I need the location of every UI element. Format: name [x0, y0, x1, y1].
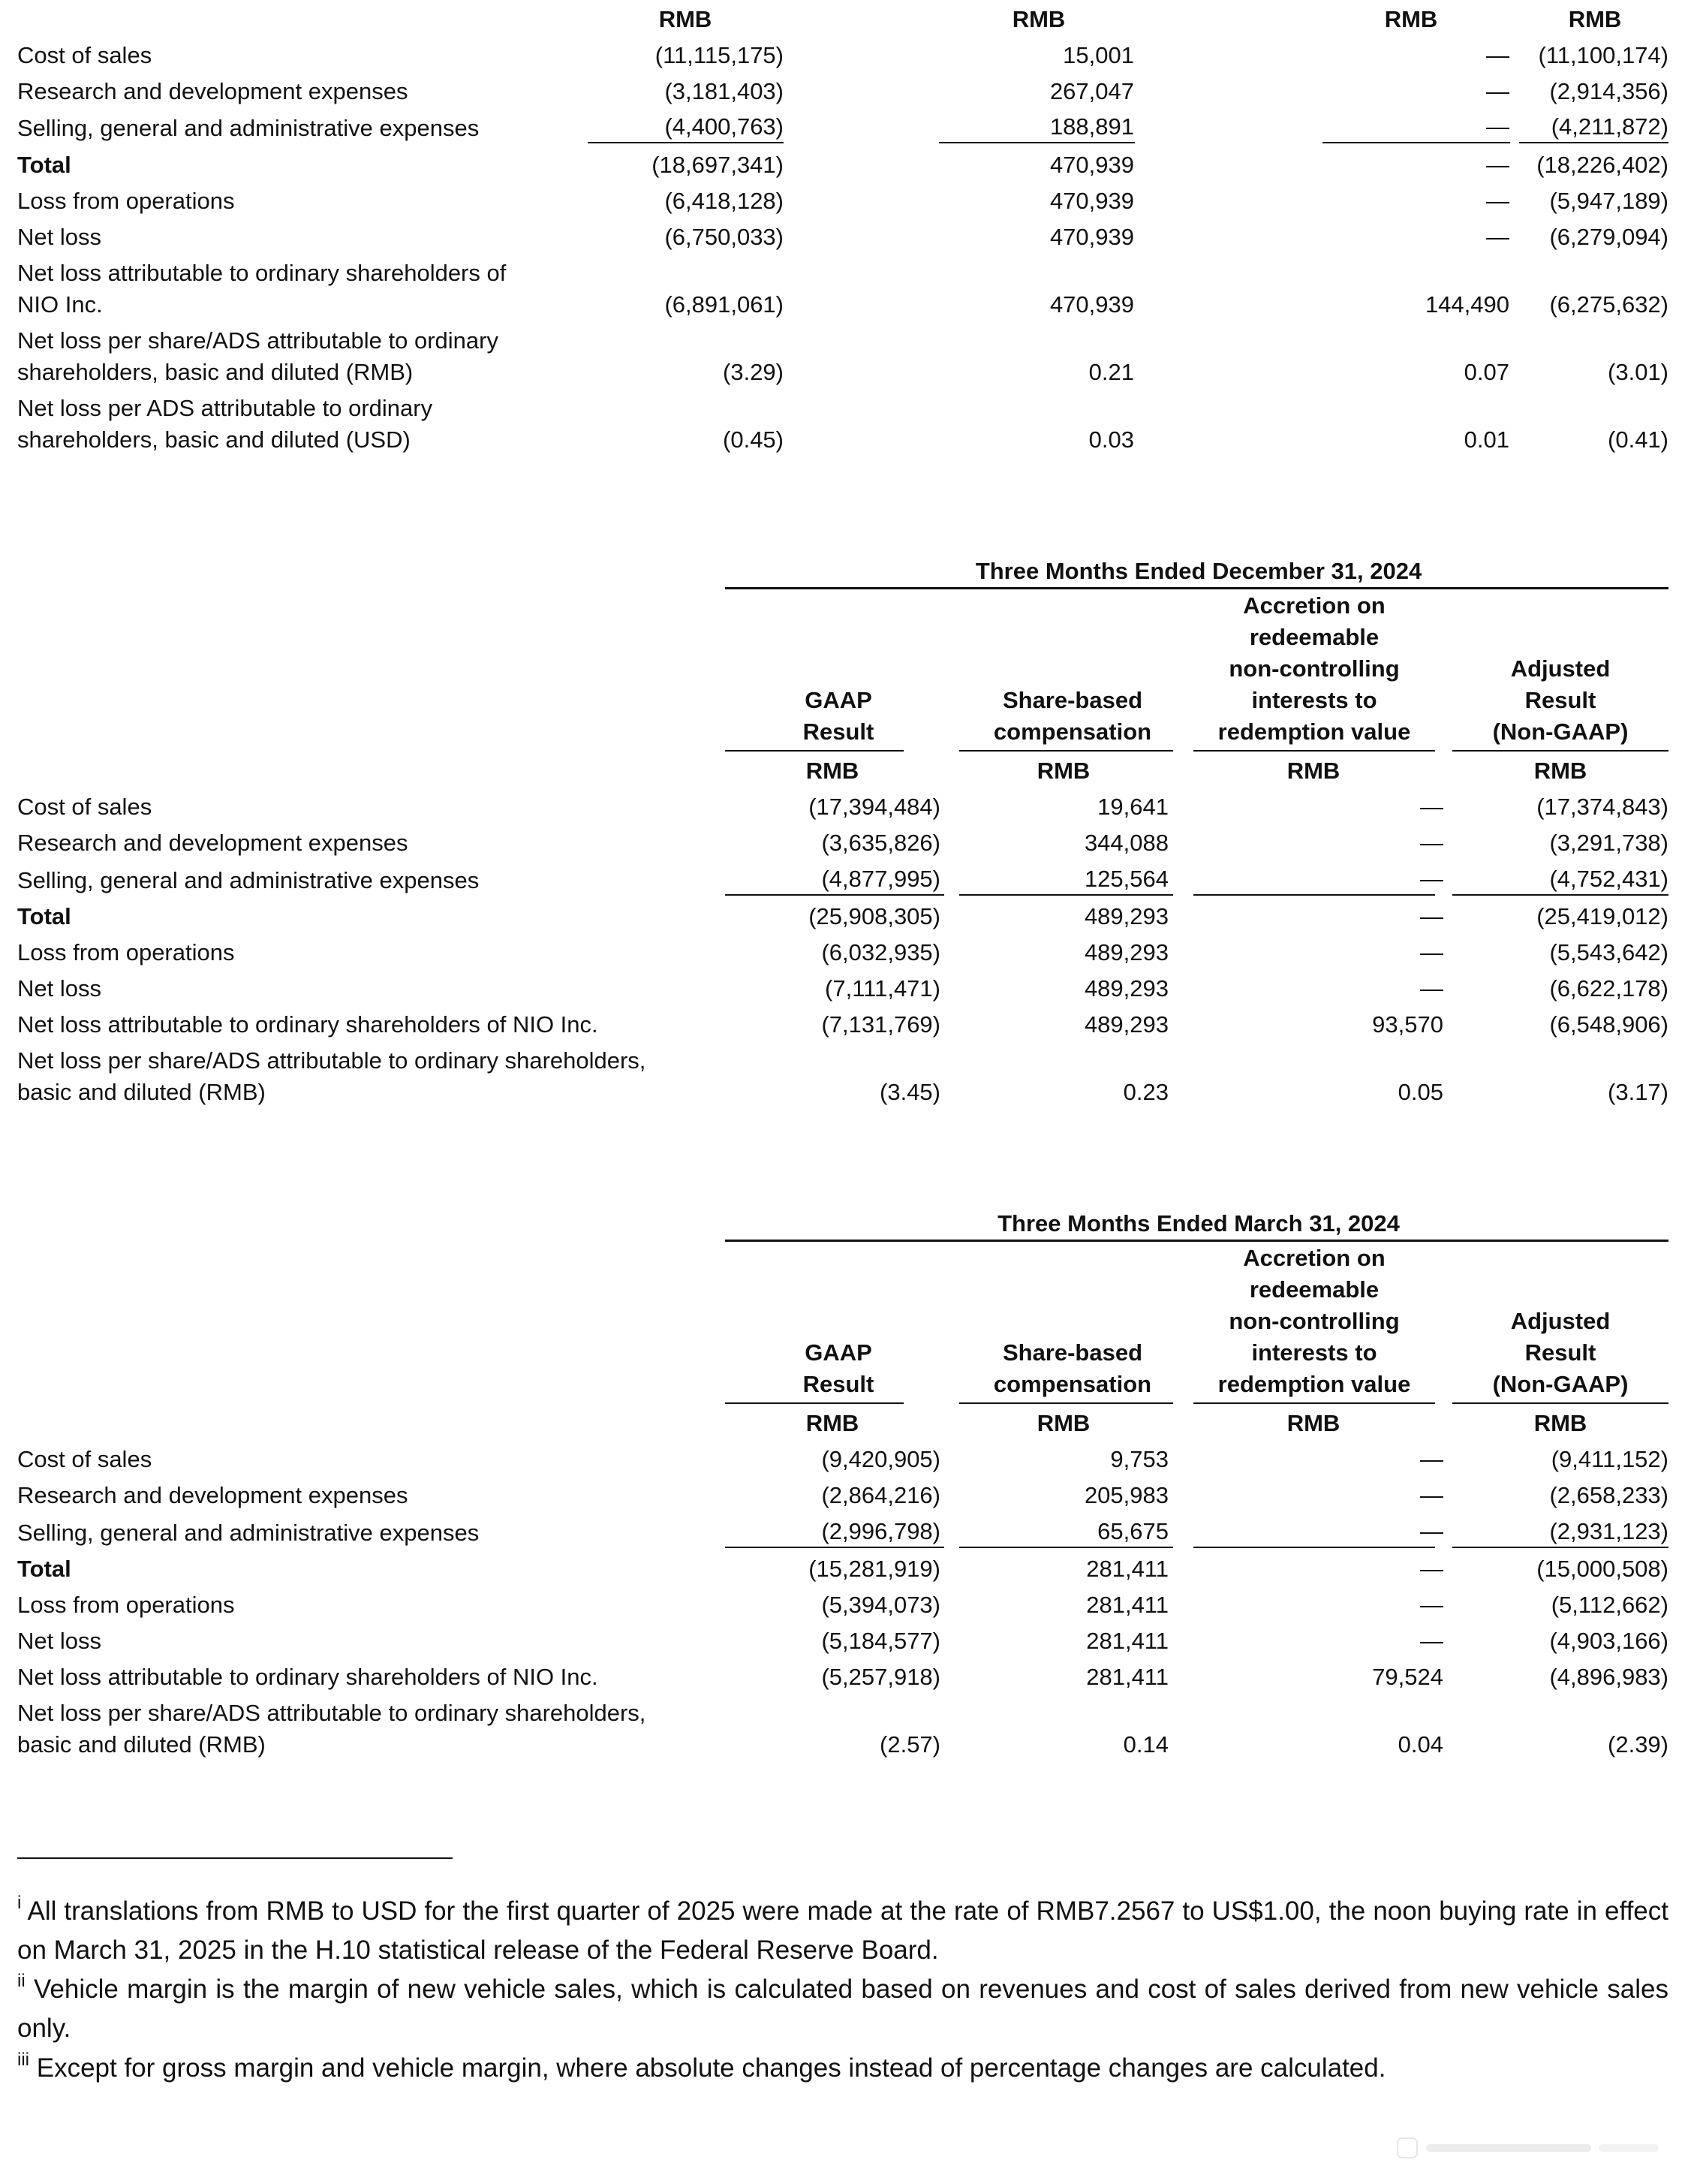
cell-value: 470,939 — [1049, 152, 1134, 178]
currency-header: RMB — [658, 6, 712, 32]
cell-value: — — [1420, 975, 1443, 1002]
header-rule — [1452, 750, 1668, 752]
cell-value: (17,394,484) — [808, 794, 940, 820]
subtotal-rule — [1322, 142, 1510, 143]
cell-value: (6,032,935) — [821, 939, 940, 965]
row-label-total: Total — [17, 152, 71, 178]
row-label-cont: basic and diluted (RMB) — [17, 1731, 266, 1758]
period-rule — [725, 1240, 1668, 1242]
row-label: Selling, general and administrative expenses — [17, 867, 480, 893]
cell-value: 281,411 — [1086, 1664, 1169, 1690]
cell-value: (6,891,061) — [664, 291, 784, 318]
subtotal-rule — [725, 1547, 944, 1548]
cell-value: 0.07 — [1464, 359, 1509, 385]
cell-value: — — [1486, 188, 1509, 214]
cell-value: — — [1420, 939, 1443, 965]
cell-value: (15,281,919) — [808, 1556, 940, 1582]
subtotal-rule — [959, 894, 1173, 896]
footnote-marker: iii — [17, 2050, 29, 2070]
header-rule — [1452, 1402, 1668, 1404]
cell-value: 489,293 — [1084, 939, 1169, 965]
cell-value: 19,641 — [1097, 794, 1169, 820]
column-header: Share-based compensation — [993, 687, 1152, 745]
row-label: Research and development expenses — [17, 1482, 408, 1508]
period-rule — [725, 587, 1668, 589]
footnote-marker: i — [17, 1893, 22, 1913]
cell-value: — — [1486, 42, 1509, 68]
cell-value: (2.57) — [880, 1731, 940, 1758]
row-label: Net loss per ADS attributable to ordinary — [17, 395, 433, 421]
cell-value: (3.01) — [1608, 359, 1668, 385]
currency-header: RMB — [1533, 1410, 1587, 1436]
cell-value: (6,279,094) — [1549, 224, 1668, 250]
cell-value: — — [1486, 78, 1509, 104]
subtotal-rule — [1193, 894, 1435, 896]
footnote-marker: ii — [17, 1971, 26, 1991]
cell-value: (4,400,763) — [664, 113, 784, 140]
header-rule — [959, 750, 1173, 752]
cell-value: 489,293 — [1084, 1011, 1169, 1038]
cell-value: 0.01 — [1464, 426, 1509, 453]
cell-value: (18,697,341) — [651, 152, 784, 178]
row-label-total: Total — [17, 903, 71, 929]
cell-value: (5,394,073) — [821, 1592, 940, 1618]
watermark-logo — [1396, 2134, 1666, 2164]
currency-header: RMB — [805, 758, 859, 784]
cell-value: — — [1420, 1518, 1443, 1544]
cell-value: (2,914,356) — [1549, 78, 1668, 104]
row-label: Net loss attributable to ordinary shareholders of NIO Inc. — [17, 1664, 598, 1690]
cell-value: (3.17) — [1608, 1079, 1668, 1105]
cell-value: (5,947,189) — [1549, 188, 1668, 214]
column-header: Accretion on redeemable non-controlling interests to redemption value — [1217, 1245, 1411, 1397]
row-label: Cost of sales — [17, 42, 152, 68]
row-label-cont: basic and diluted (RMB) — [17, 1079, 266, 1105]
cell-value: — — [1420, 794, 1443, 820]
cell-value: 0.23 — [1123, 1079, 1169, 1105]
subtotal-rule — [1519, 142, 1668, 143]
cell-value: (25,419,012) — [1536, 903, 1668, 929]
row-label: Net loss per share/ADS attributable to ordinary shareholders, — [17, 1047, 646, 1074]
header-rule — [725, 750, 904, 752]
cell-value: (25,908,305) — [808, 903, 940, 929]
cell-value: (9,420,905) — [821, 1446, 940, 1472]
row-label: Net loss per share/ADS attributable to ordinary — [17, 327, 498, 354]
cell-value: (3,291,738) — [1549, 830, 1668, 856]
cell-value: 0.05 — [1398, 1079, 1443, 1105]
cell-value: 15,001 — [1063, 42, 1134, 68]
cell-value: 344,088 — [1084, 830, 1169, 856]
cell-value: (6,750,033) — [664, 224, 784, 250]
cell-value: (3,635,826) — [821, 830, 940, 856]
cell-value: (17,374,843) — [1536, 794, 1668, 820]
row-label: Loss from operations — [17, 939, 235, 965]
cell-value: (6,275,632) — [1549, 291, 1668, 318]
row-label: Selling, general and administrative expenses — [17, 1520, 480, 1546]
cell-value: (3.45) — [880, 1079, 940, 1105]
currency-header: RMB — [805, 1410, 859, 1436]
cell-value: 281,411 — [1086, 1556, 1169, 1582]
cell-value: (5,257,918) — [821, 1664, 940, 1690]
cell-value: (5,184,577) — [821, 1628, 940, 1654]
cell-value: — — [1420, 1556, 1443, 1582]
subtotal-rule — [588, 142, 784, 143]
subtotal-rule — [959, 1547, 1173, 1548]
cell-value: (2,658,233) — [1549, 1482, 1668, 1508]
cell-value: 0.21 — [1088, 359, 1134, 385]
header-rule — [1193, 1402, 1435, 1404]
cell-value: (6,548,906) — [1549, 1011, 1668, 1038]
cell-value: 0.03 — [1088, 426, 1134, 453]
currency-header: RMB — [1384, 6, 1438, 32]
cell-value: 144,490 — [1425, 291, 1509, 318]
column-header: GAAP Result — [802, 687, 874, 745]
row-label: Loss from operations — [17, 1592, 235, 1618]
currency-header: RMB — [1037, 1410, 1091, 1436]
footnote-text: Except for gross margin and vehicle margin, where absolute changes instead of percentage changes are calculated. — [36, 2053, 1386, 2083]
cell-value: (3,181,403) — [664, 78, 784, 104]
cell-value: (4,752,431) — [1549, 866, 1668, 892]
cell-value: 125,564 — [1084, 866, 1169, 892]
cell-value: (0.45) — [723, 426, 784, 453]
cell-value: 489,293 — [1084, 975, 1169, 1002]
row-label: Net loss — [17, 224, 101, 250]
subtotal-rule — [939, 142, 1135, 143]
row-label-cont: shareholders, basic and diluted (USD) — [17, 426, 411, 453]
header-rule — [959, 1402, 1173, 1404]
currency-header: RMB — [1533, 758, 1587, 784]
cell-value: — — [1486, 224, 1509, 250]
currency-header: RMB — [1037, 758, 1091, 784]
column-header: Adjusted Result (Non-GAAP) — [1492, 655, 1629, 745]
period-header: Three Months Ended December 31, 2024 — [975, 558, 1422, 584]
cell-value: (7,131,769) — [821, 1011, 940, 1038]
footnote-text: All translations from RMB to USD for the first quarter of 2025 were made at the rate of RMB7.2567 to US$1.00, the noon buying rate in effect on March 31, 2025 in the H.10 statistical release of the Federal Reserve Board. — [17, 1896, 1669, 1965]
cell-value: 0.04 — [1398, 1731, 1443, 1758]
cell-value: (2,931,123) — [1549, 1518, 1668, 1544]
cell-value: (4,211,872) — [1551, 113, 1668, 140]
subtotal-rule — [1452, 894, 1668, 896]
cell-value: 489,293 — [1084, 903, 1169, 929]
footnote — [17, 2049, 1668, 2088]
cell-value: — — [1420, 1446, 1443, 1472]
cell-value: — — [1420, 1592, 1443, 1618]
column-header: Share-based compensation — [993, 1339, 1152, 1397]
cell-value: (4,877,995) — [821, 866, 940, 892]
currency-header: RMB — [1568, 6, 1622, 32]
cell-value: (6,418,128) — [664, 188, 784, 214]
cell-value: — — [1486, 152, 1509, 178]
cell-value: 205,983 — [1084, 1482, 1169, 1508]
currency-header: RMB — [1012, 6, 1066, 32]
footnote — [17, 1892, 1668, 1970]
cell-value: (6,622,178) — [1549, 975, 1668, 1002]
column-header: Adjusted Result (Non-GAAP) — [1492, 1308, 1629, 1397]
currency-header: RMB — [1286, 758, 1340, 784]
row-label: Cost of sales — [17, 1446, 152, 1472]
column-header: GAAP Result — [802, 1339, 874, 1397]
cell-value: (5,543,642) — [1549, 939, 1668, 965]
cell-value: (11,100,174) — [1538, 42, 1668, 68]
row-label: Research and development expenses — [17, 78, 408, 104]
row-label: Research and development expenses — [17, 830, 408, 856]
cell-value: — — [1420, 903, 1443, 929]
row-label: Net loss per share/ADS attributable to ordinary shareholders, — [17, 1700, 646, 1726]
header-rule — [725, 1402, 904, 1404]
cell-value: (2.39) — [1608, 1731, 1668, 1758]
cell-value: 9,753 — [1110, 1446, 1169, 1472]
cell-value: 470,939 — [1049, 224, 1134, 250]
row-label: Net loss attributable to ordinary shareholders of NIO Inc. — [17, 1011, 598, 1038]
row-label: Net loss — [17, 1628, 101, 1654]
row-label-total: Total — [17, 1556, 71, 1582]
row-label: Cost of sales — [17, 794, 152, 820]
cell-value: (5,112,662) — [1551, 1592, 1668, 1618]
cell-value: (4,896,983) — [1549, 1664, 1668, 1690]
column-header: Accretion on redeemable non-controlling interests to redemption value — [1217, 592, 1411, 745]
row-label: Net loss attributable to ordinary shareholders of — [17, 260, 507, 286]
cell-value: — — [1486, 113, 1509, 140]
cell-value: (9,411,152) — [1551, 1446, 1668, 1472]
cell-value: (2,996,798) — [821, 1518, 940, 1544]
cell-value: 470,939 — [1049, 291, 1134, 318]
cell-value: (18,226,402) — [1536, 152, 1668, 178]
header-rule — [1193, 750, 1435, 752]
cell-value: — — [1420, 1628, 1443, 1654]
cell-value: (7,111,471) — [825, 975, 940, 1002]
subtotal-rule — [1193, 1547, 1435, 1548]
row-label: Net loss — [17, 975, 101, 1002]
cell-value: 470,939 — [1049, 188, 1134, 214]
cell-value: (0.41) — [1608, 426, 1668, 453]
cell-value: 281,411 — [1086, 1592, 1169, 1618]
cell-value: 93,570 — [1372, 1011, 1443, 1038]
period-header: Three Months Ended March 31, 2024 — [997, 1210, 1400, 1237]
cell-value: 188,891 — [1049, 113, 1134, 140]
cell-value: — — [1420, 1482, 1443, 1508]
cell-value: 281,411 — [1086, 1628, 1169, 1654]
cell-value: (2,864,216) — [821, 1482, 940, 1508]
cell-value: 0.14 — [1123, 1731, 1169, 1758]
footnote-text: Vehicle margin is the margin of new vehicle sales, which is calculated based on revenues and cost of sales derived from new vehicle sales only. — [17, 1975, 1668, 2043]
cell-value: 79,524 — [1372, 1664, 1443, 1690]
cell-value: 267,047 — [1049, 78, 1134, 104]
row-label: Selling, general and administrative expenses — [17, 115, 480, 141]
row-label: Loss from operations — [17, 188, 235, 214]
cell-value: (4,903,166) — [1549, 1628, 1668, 1654]
cell-value: — — [1420, 866, 1443, 892]
footnote-separator — [17, 1857, 453, 1859]
row-label-cont: shareholders, basic and diluted (RMB) — [17, 359, 414, 385]
cell-value: (15,000,508) — [1536, 1556, 1668, 1582]
row-label-cont: NIO Inc. — [17, 291, 103, 318]
cell-value: 65,675 — [1097, 1518, 1169, 1544]
cell-value: — — [1420, 830, 1443, 856]
cell-value: (11,115,175) — [654, 42, 784, 68]
cell-value: (3.29) — [723, 359, 784, 385]
currency-header: RMB — [1286, 1410, 1340, 1436]
footnote — [17, 1970, 1668, 2048]
subtotal-rule — [1452, 1547, 1668, 1548]
subtotal-rule — [725, 894, 944, 896]
